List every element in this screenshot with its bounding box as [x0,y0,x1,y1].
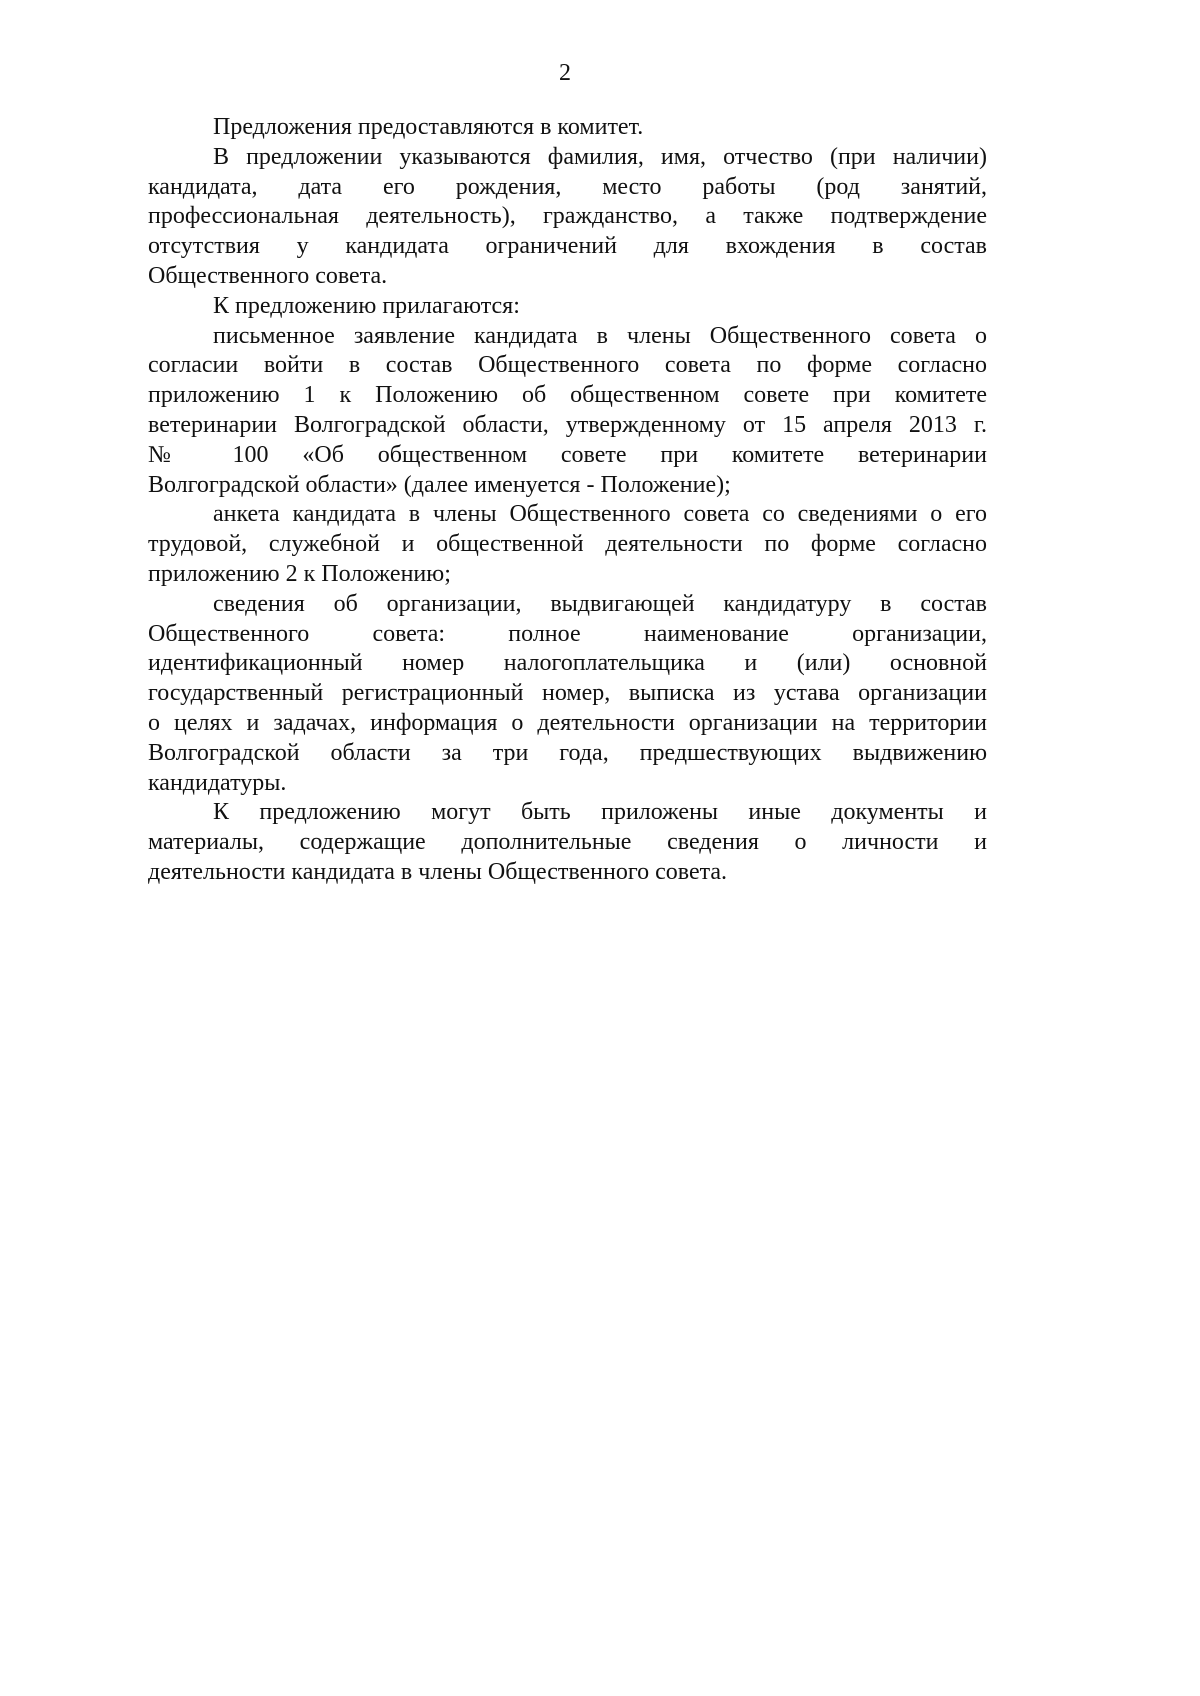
paragraph-line: анкета кандидата в члены Общественного совета со сведениями о его [213,501,987,528]
paragraph-line: приложению 2 к Положению; [148,560,451,587]
paragraph-line: отсутствия у кандидата ограничений для вхождения в состав [148,233,987,260]
paragraph-line: идентификационный номер налогоплательщика и (или) основной [148,650,987,677]
paragraph-line: трудовой, служебной и общественной деятельности по форме согласно [148,531,987,558]
paragraph-line: К предложению прилагаются: [213,292,520,319]
paragraph-line: кандидата, дата его рождения, место работы (род занятий, [148,173,987,200]
paragraph-line: кандидатуры. [148,769,287,796]
paragraph-line: деятельности кандидата в члены Общественного совета. [148,858,728,885]
paragraph-additional-documents [148,798,987,887]
paragraph-line: Общественного совета. [148,262,388,289]
paragraph-line: № 100 «Об общественном совете при комитете ветеринарии [148,441,987,468]
paragraph-submission [148,113,987,143]
paragraph-line: Общественного совета: полное наименование организации, [148,620,987,647]
paragraph-organization-info [148,590,987,799]
paragraph-proposal-contents [148,143,987,292]
paragraph-line: письменное заявление кандидата в члены Общественного совета о [213,322,987,349]
document-body [148,113,987,888]
paragraph-line: К предложению могут быть приложены иные документы и [213,799,987,826]
paragraph-line: согласии войти в состав Общественного совета по форме согласно [148,352,987,379]
paragraph-line: Волгоградской области» (далее именуется - Положение); [148,471,731,498]
paragraph-questionnaire [148,500,987,589]
paragraph-line: материалы, содержащие дополнительные сведения о личности и [148,829,987,856]
paragraph-line: о целях и задачах, информация о деятельности организации на территории [148,709,987,736]
paragraph-line: сведения об организации, выдвигающей кандидатуру в состав [213,590,987,617]
paragraph-line: приложению 1 к Положению об общественном совете при комитете [148,382,987,409]
paragraph-line: ветеринарии Волгоградской области, утвержденному от 15 апреля 2013 г. [148,411,987,438]
paragraph-line: государственный регистрационный номер, выписка из устава организации [148,680,987,707]
paragraph-line: профессиональная деятельность), гражданство, а также подтверждение [148,203,987,230]
page-number: 2 [559,60,571,86]
paragraph-written-application [148,322,987,501]
paragraph-attachments-intro [148,292,987,322]
paragraph-line: Волгоградской области за три года, предшествующих выдвижению [148,739,987,766]
paragraph-line: Предложения предоставляются в комитет. [213,114,644,140]
paragraph-line: В предложении указываются фамилия, имя, отчество (при наличии) [213,143,987,170]
